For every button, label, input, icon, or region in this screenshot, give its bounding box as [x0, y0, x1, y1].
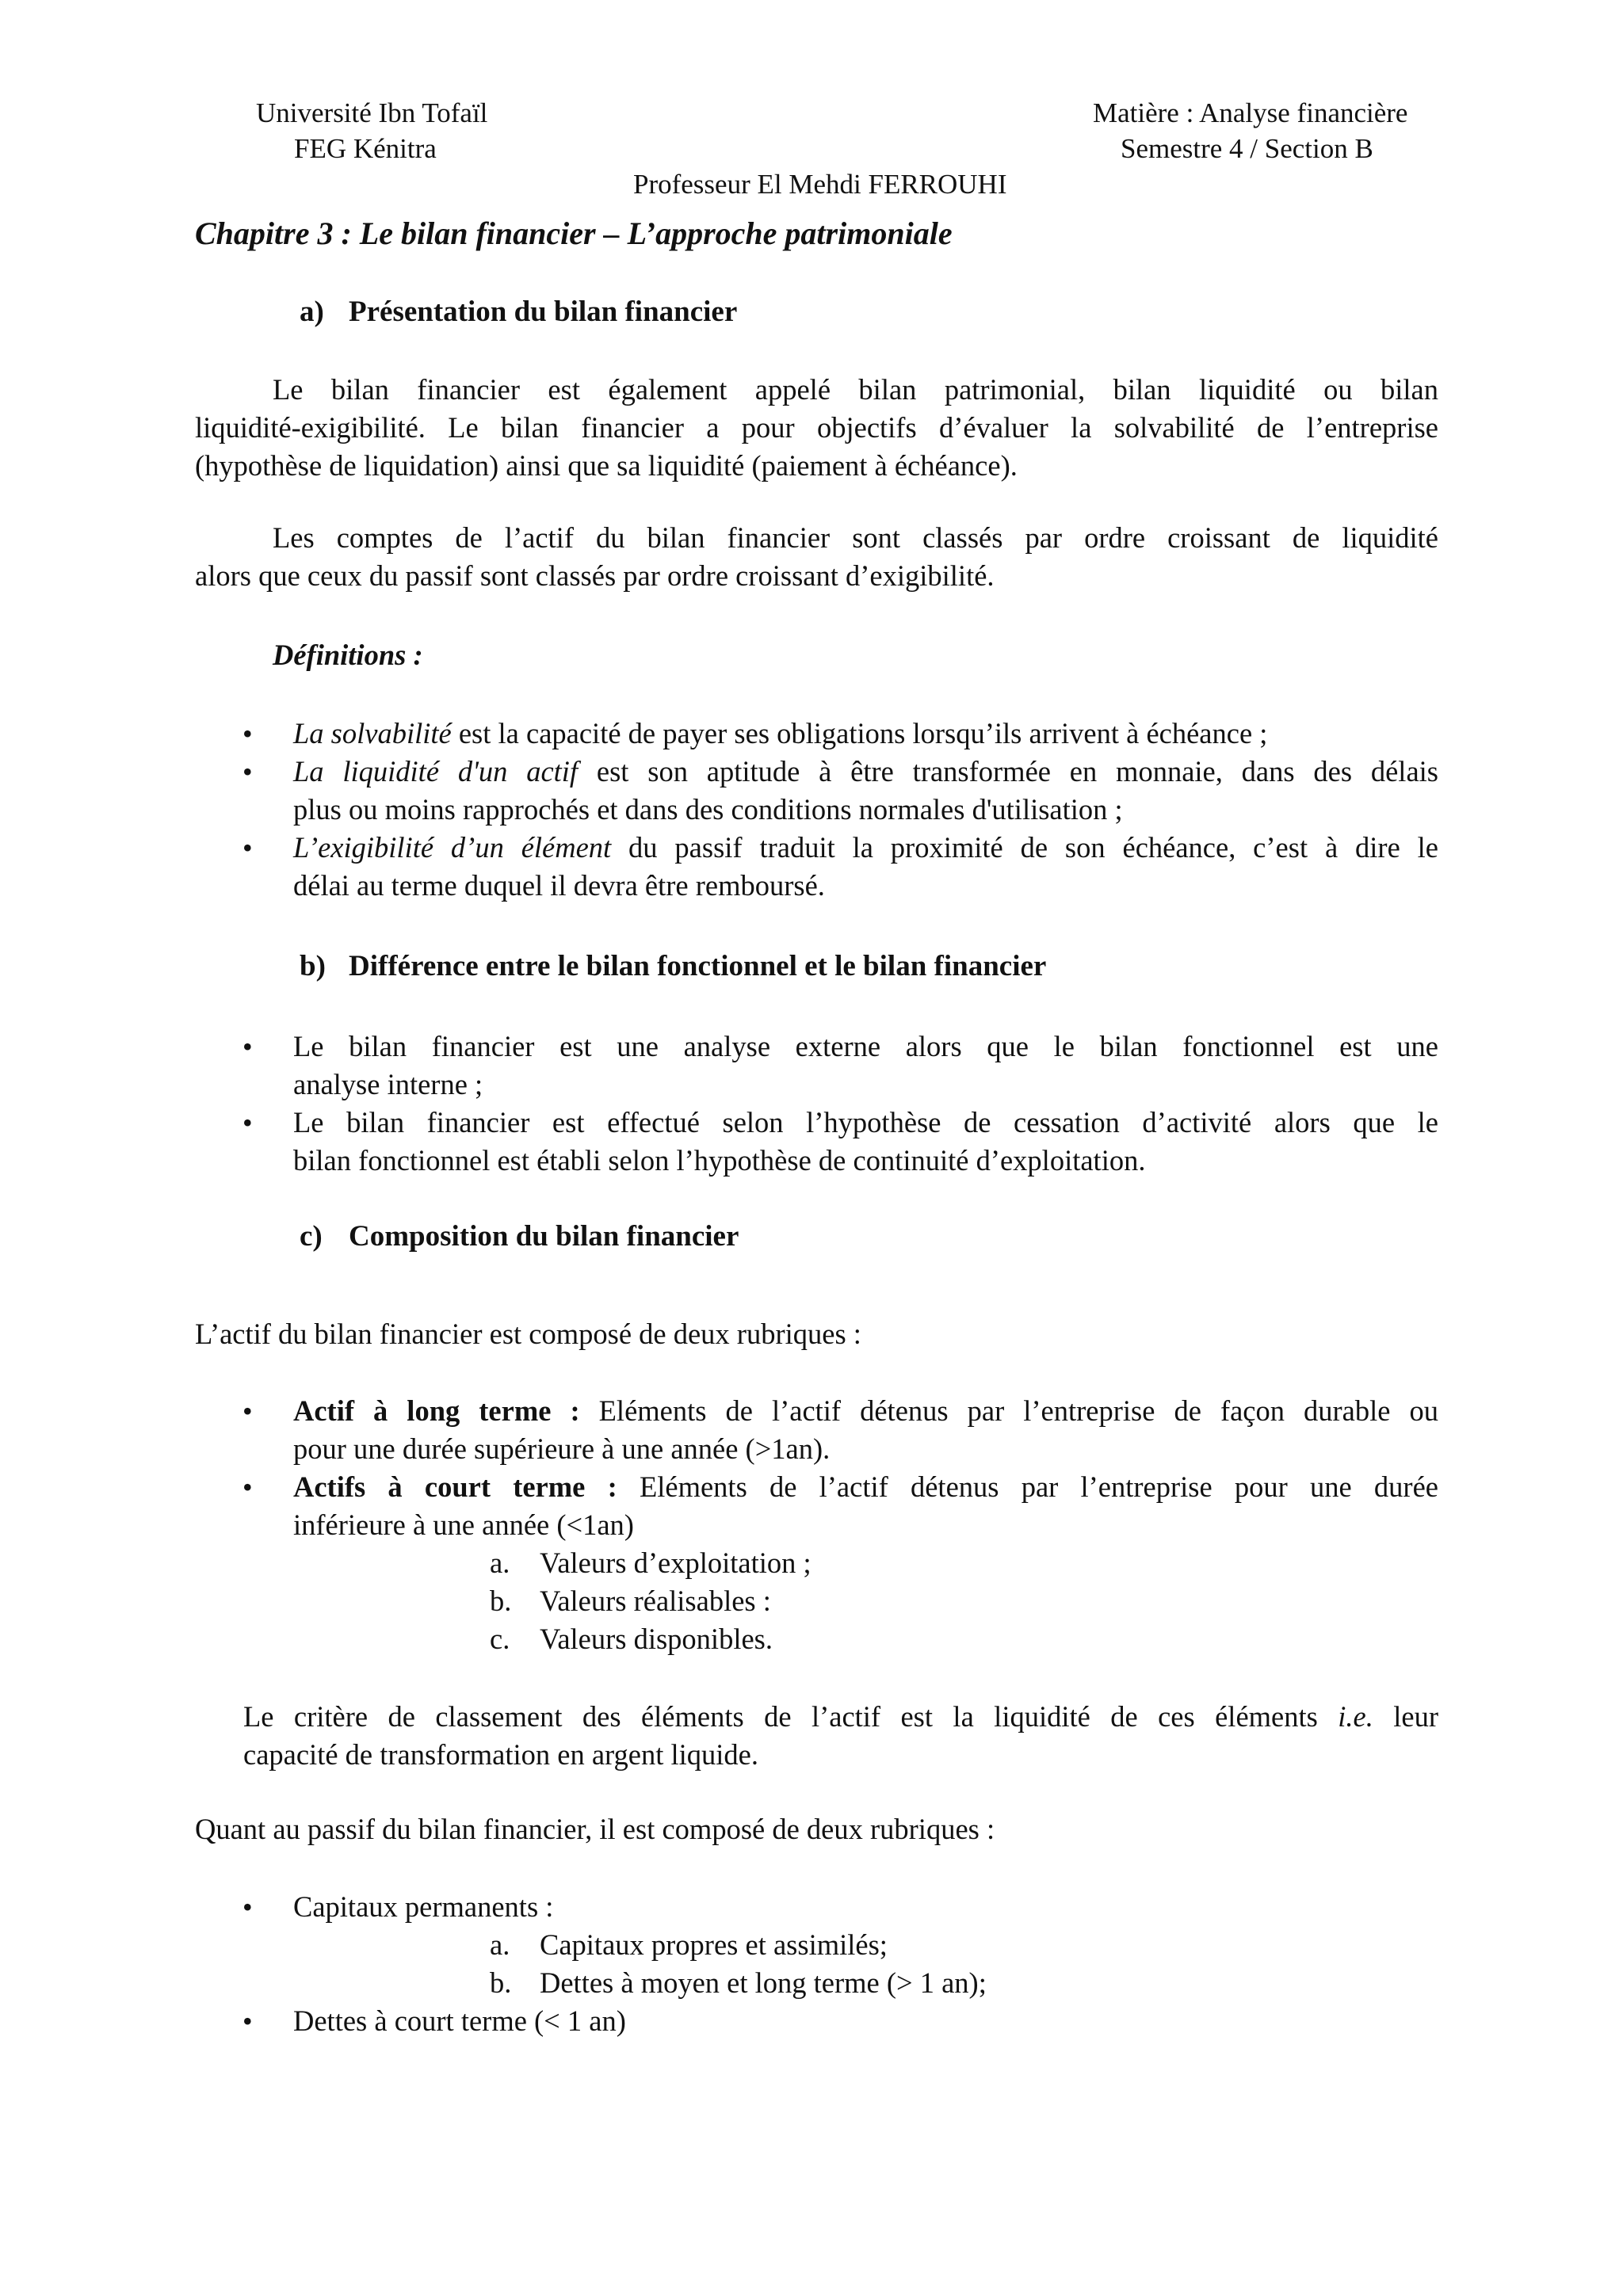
- section-a-title: Présentation du bilan financier: [349, 296, 738, 328]
- list-item-text: bilan fonctionnel est établi selon l’hypothèse de continuité d’exploitation.: [293, 1144, 1146, 1177]
- list-item-text: analyse interne ;: [293, 1068, 483, 1100]
- section-b-letter: b): [300, 950, 326, 982]
- critere-ie: i.e.: [1338, 1700, 1373, 1733]
- paragraph-classement: [195, 519, 1438, 595]
- actif-text: inférieure à une année (<1an): [293, 1508, 634, 1541]
- bullet-icon: •: [242, 1031, 253, 1062]
- sub-list-item: [0, 1544, 1623, 1582]
- section-c-letter: c): [300, 1220, 323, 1253]
- critere-paragraph: [243, 1698, 1438, 1774]
- header-professor: Professeur El Mehdi FERROUHI: [633, 169, 1007, 200]
- definitions-label: Définitions :: [273, 639, 423, 671]
- section-c-heading: [300, 1218, 739, 1256]
- definition-text: est la capacité de payer ses obligations lorsqu’ils arrivent à échéance ;: [451, 717, 1268, 749]
- actif-label: Actifs à court terme :: [293, 1470, 617, 1503]
- definition-term: La solvabilité: [293, 717, 452, 749]
- passif-intro: Quant au passif du bilan financier, il est composé de deux rubriques :: [195, 1813, 995, 1845]
- bullet-icon: •: [242, 2005, 253, 2037]
- bullet-icon: •: [242, 1471, 253, 1503]
- section-c-title: Composition du bilan financier: [349, 1220, 739, 1253]
- actif-intro: L’actif du bilan financier est composé de deux rubriques :: [195, 1318, 861, 1350]
- passif-text: Dettes à court terme (< 1 an): [293, 2004, 626, 2037]
- list-item-text: Le bilan financier est effectué selon l’hypothèse de cessation d’activité alors que le: [293, 1106, 1438, 1138]
- definition-term: L’exigibilité d’un élément: [293, 831, 612, 864]
- passif-list: [0, 1888, 1623, 2040]
- section-a-heading: [300, 293, 737, 331]
- header-semester: Semestre 4 / Section B: [1121, 133, 1373, 164]
- section-b-heading: [300, 948, 1046, 986]
- critere-text: leur: [1373, 1700, 1438, 1733]
- difference-list: [0, 1028, 1623, 1180]
- list-item: [0, 1468, 1623, 1658]
- sub-list-item: [0, 1926, 1623, 1964]
- sub-item-letter: a.: [490, 1547, 510, 1579]
- bullet-icon: •: [242, 1891, 253, 1923]
- sub-item-text: Capitaux propres et assimilés;: [540, 1928, 888, 1961]
- paragraph-presentation: [195, 371, 1438, 485]
- header-subject: Matière : Analyse financière: [1093, 97, 1408, 128]
- sub-item-text: Valeurs disponibles.: [540, 1623, 773, 1655]
- list-item-text: Le bilan financier est une analyse externe alors que le bilan fonctionnel est une: [293, 1030, 1438, 1062]
- list-item: [0, 715, 1623, 753]
- bullet-icon: •: [242, 1395, 253, 1427]
- sub-list-item: [0, 1964, 1623, 2002]
- definition-text: est son aptitude à être transformée en monnaie, dans des délais: [578, 755, 1438, 788]
- list-item: [0, 1028, 1623, 1104]
- actif-text: Eléments de l’actif détenus par l’entreprise pour une durée: [617, 1470, 1438, 1503]
- list-item: [0, 753, 1623, 829]
- definition-text: délai au terme duquel il devra être remboursé.: [293, 869, 825, 902]
- paragraph-line: Le bilan financier est également appelé bilan patrimonial, bilan liquidité ou bilan: [273, 373, 1438, 406]
- actif-label: Actif à long terme :: [293, 1394, 580, 1427]
- list-item: [0, 1104, 1623, 1180]
- paragraph-line: (hypothèse de liquidation) ainsi que sa liquidité (paiement à échéance).: [195, 449, 1018, 482]
- sub-item-letter: b.: [490, 1585, 512, 1617]
- paragraph-line: liquidité-exigibilité. Le bilan financier a pour objectifs d’évaluer la solvabilité de l’entreprise: [195, 411, 1438, 444]
- critere-text: capacité de transformation en argent liquide.: [243, 1738, 758, 1771]
- sub-item-letter: b.: [490, 1966, 512, 1999]
- section-b-title: Différence entre le bilan fonctionnel et le bilan financier: [349, 950, 1047, 982]
- header-university: Université Ibn Tofaïl: [256, 97, 488, 128]
- definitions-list: [0, 715, 1623, 905]
- section-a-letter: a): [300, 296, 324, 328]
- list-item: [0, 1888, 1623, 2002]
- paragraph-line: Les comptes de l’actif du bilan financier sont classés par ordre croissant de liquidité: [273, 521, 1438, 554]
- bullet-icon: •: [242, 718, 253, 749]
- bullet-icon: •: [242, 832, 253, 864]
- bullet-icon: •: [242, 1107, 253, 1138]
- sub-list-item: [0, 1620, 1623, 1658]
- actif-text: pour une durée supérieure à une année (>1an).: [293, 1432, 831, 1465]
- header-faculty: FEG Kénitra: [294, 133, 437, 164]
- list-item: [0, 1392, 1623, 1468]
- sub-list-item: [0, 1582, 1623, 1620]
- actif-text: Eléments de l’actif détenus par l’entreprise de façon durable ou: [579, 1394, 1438, 1427]
- bullet-icon: •: [242, 756, 253, 788]
- passif-sub-list: [0, 1926, 1623, 2002]
- definition-text: du passif traduit la proximité de son échéance, c’est à dire le: [611, 831, 1438, 864]
- sub-item-text: Valeurs réalisables :: [540, 1585, 771, 1617]
- paragraph-line: alors que ceux du passif sont classés par ordre croissant d’exigibilité.: [195, 559, 995, 592]
- definition-term: La liquidité d'un actif: [293, 755, 579, 788]
- definition-text: plus ou moins rapprochés et dans des conditions normales d'utilisation ;: [293, 793, 1123, 826]
- sub-item-letter: a.: [490, 1928, 510, 1961]
- chapter-title: Chapitre 3 : Le bilan financier – L’approche patrimoniale: [195, 215, 953, 251]
- actif-list: [0, 1392, 1623, 1658]
- passif-text: Capitaux permanents :: [293, 1890, 554, 1923]
- list-item: [0, 829, 1623, 905]
- list-item: [0, 2002, 1623, 2040]
- critere-text: Le critère de classement des éléments de l’actif est la liquidité de ces éléments: [243, 1700, 1338, 1733]
- sub-item-text: Valeurs d’exploitation ;: [540, 1547, 812, 1579]
- sub-item-letter: c.: [490, 1623, 510, 1655]
- sub-item-text: Dettes à moyen et long terme (> 1 an);: [540, 1966, 987, 1999]
- actif-sub-list: [0, 1544, 1623, 1658]
